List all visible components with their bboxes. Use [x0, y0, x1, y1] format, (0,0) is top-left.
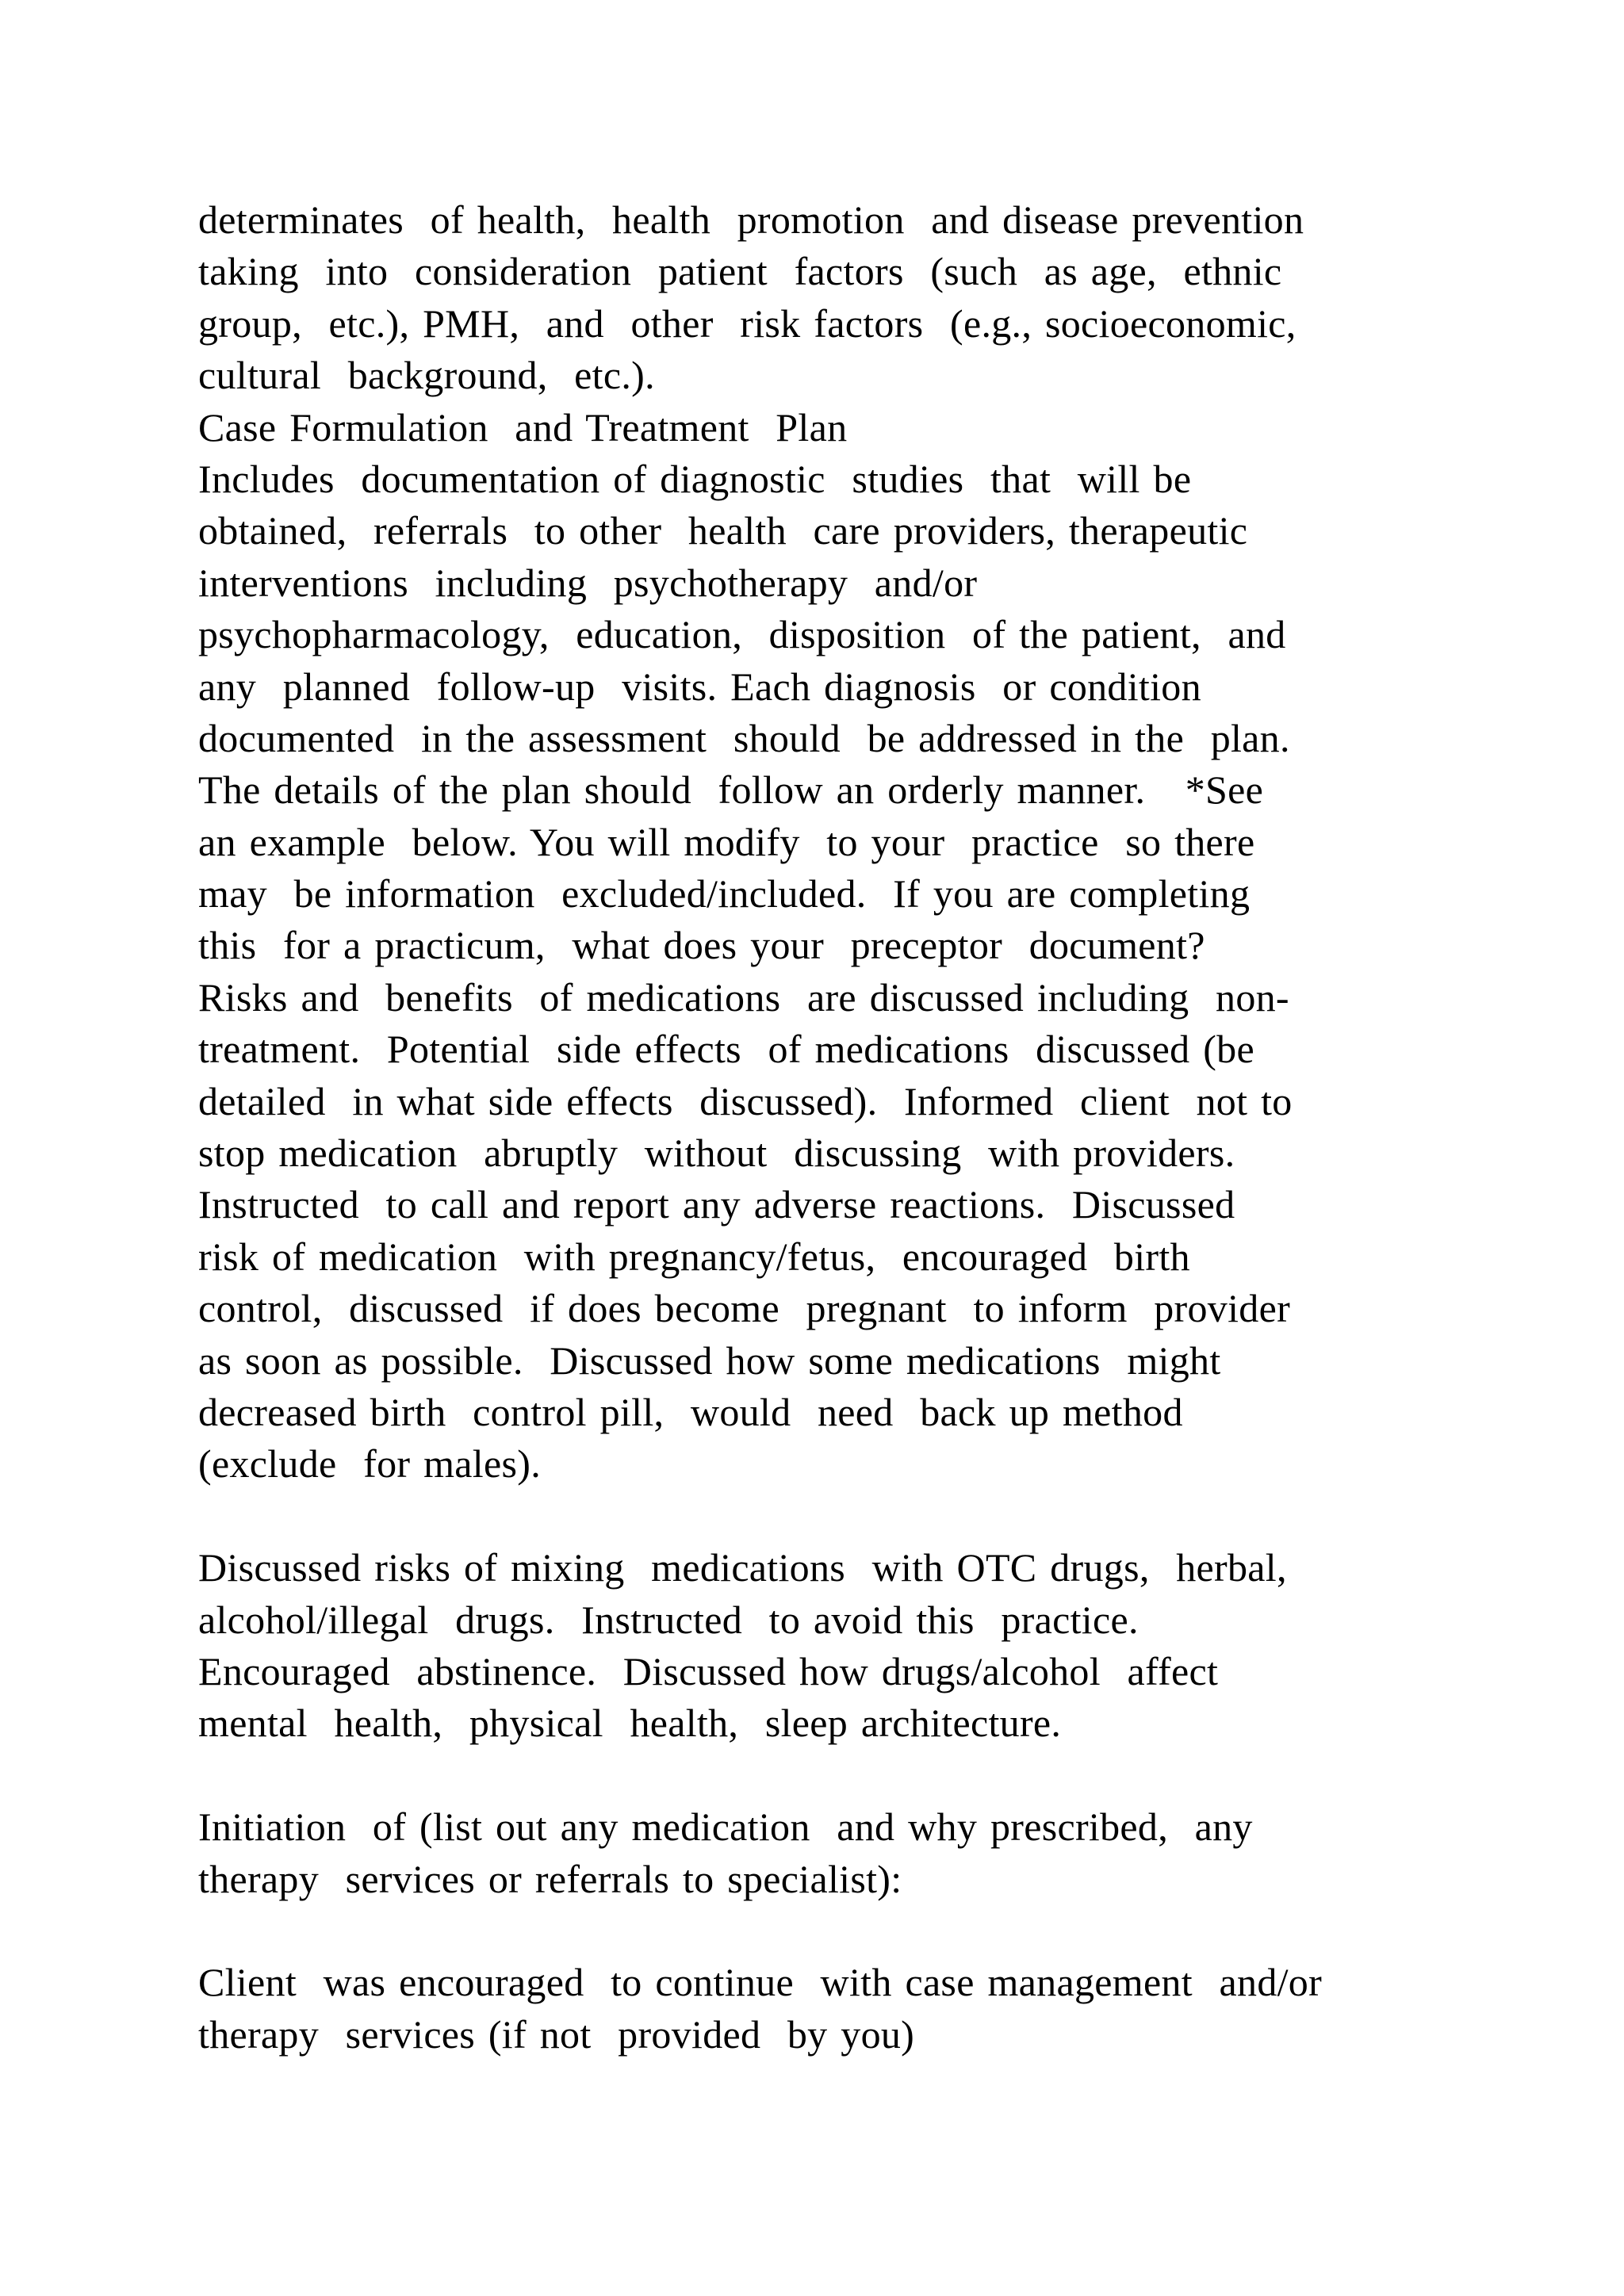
section-heading: Case Formulation and Treatment Plan — [198, 404, 848, 450]
text-line: as soon as possible. Discussed how some medications might — [198, 1337, 1221, 1383]
text-line: group, etc.), PMH, and other risk factors (e.g., socioeconomic, — [198, 300, 1297, 346]
text-line: treatment. Potential side effects of medications discussed (be — [198, 1027, 1254, 1072]
text-line: alcohol/illegal drugs. Instructed to avoid this practice. — [198, 1597, 1139, 1642]
text-line: this for a practicum, what does your preceptor document? — [198, 923, 1205, 968]
text-line: Client was encouraged to continue with case management and/or — [198, 1960, 1323, 2005]
text-line: cultural background, etc.). — [198, 353, 655, 398]
text-line: psychopharmacology, education, disposition of the patient, and — [198, 612, 1286, 657]
text-line: risk of medication with pregnancy/fetus, encouraged birth — [198, 1234, 1190, 1279]
text-line: obtained, referrals to other health care providers, therapeutic — [198, 508, 1248, 553]
text-line: determinates of health, health promotion and disease prevention — [198, 197, 1304, 242]
paragraph-spacer — [198, 1750, 1483, 1801]
text-line: Discussed risks of mixing medications with OTC drugs, herbal, — [198, 1545, 1287, 1590]
text-line: Risks and benefits of medications are discussed including non- — [198, 974, 1289, 1020]
text-line: The details of the plan should follow an orderly manner. *See — [198, 767, 1264, 813]
text-line: therapy services (if not provided by you) — [198, 2011, 915, 2057]
text-line: decreased birth control pill, would need back up method — [198, 1389, 1183, 1434]
text-line: detailed in what side effects discussed). Informed client not to — [198, 1078, 1293, 1123]
paragraph-spacer — [198, 1490, 1483, 1542]
text-line: Instructed to call and report any adverse reactions. Discussed — [198, 1182, 1235, 1227]
text-line: any planned follow-up visits. Each diagnosis or condition — [198, 664, 1201, 709]
text-line: Initiation of (list out any medication and why prescribed, any — [198, 1804, 1253, 1850]
text-line: mental health, physical health, sleep architecture. — [198, 1701, 1062, 1746]
text-line: interventions including psychotherapy and/or — [198, 560, 978, 605]
text-line: an example below. You will modify to your practice so there — [198, 819, 1255, 864]
text-line: control, discussed if does become pregnant to inform provider — [198, 1286, 1291, 1331]
text-line: documented in the assessment should be addressed in the plan. — [198, 715, 1290, 760]
text-line: taking into consideration patient factors (such as age, ethnic — [198, 249, 1282, 294]
text-line: Includes documentation of diagnostic studies that will be — [198, 456, 1192, 501]
text-line: therapy services or referrals to specialist): — [198, 1856, 902, 1901]
text-line: (exclude for males). — [198, 1441, 541, 1487]
text-line: stop medication abruptly without discussing with providers. — [198, 1131, 1235, 1176]
document-body-text — [198, 194, 1483, 2061]
paragraph-spacer — [198, 1905, 1483, 1957]
text-line: Encouraged abstinence. Discussed how drugs/alcohol affect — [198, 1648, 1219, 1693]
text-line: may be information excluded/included. If you are completing — [198, 871, 1251, 916]
